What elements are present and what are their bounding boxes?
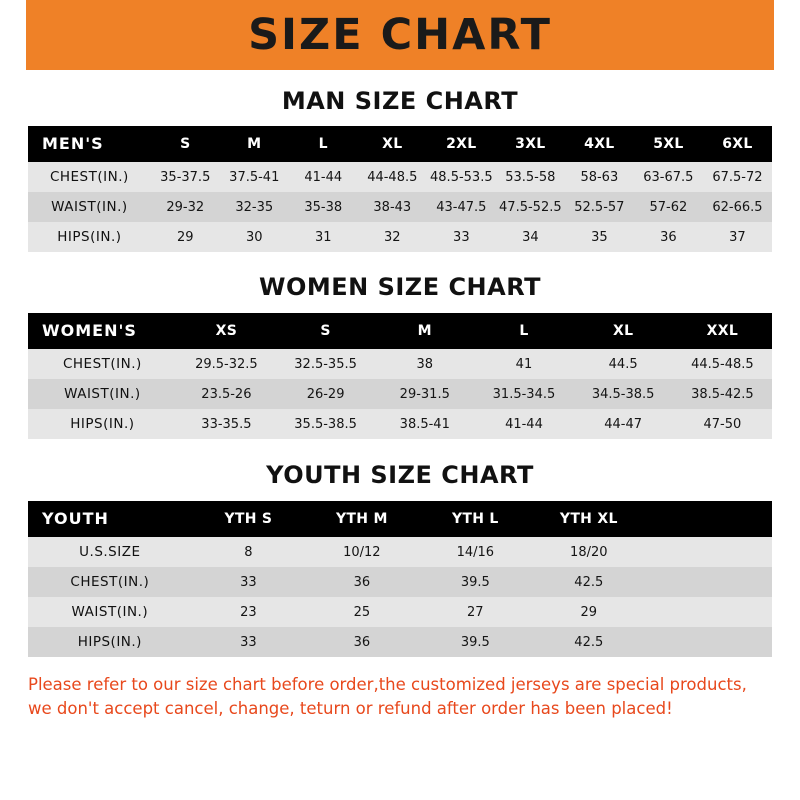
cell: 41 [474,349,573,379]
cell: 47-50 [673,409,772,439]
cell: 18/20 [532,537,646,567]
page-title: SIZE CHART [248,9,552,60]
column-header: XL [382,135,403,152]
cell: 35-37.5 [151,162,220,192]
cell: 36 [305,627,418,657]
chart-content [0,87,800,657]
cell: 14/16 [419,537,532,567]
cell-empty [646,597,772,627]
column-header: 5XL [653,135,684,152]
footer-note-line-1: Please refer to our size chart before order,the customized jerseys are special products, [28,675,747,694]
column-header: XL [612,322,634,339]
table-header-row [28,313,772,349]
table-row [28,597,772,627]
cell: 35-38 [289,192,358,222]
cell: 27 [419,597,532,627]
women-size-table [28,313,772,439]
table-row [28,192,772,222]
row-label: HIPS(IN.) [28,222,151,252]
cell: 42.5 [532,627,646,657]
column-header: S [320,322,331,339]
row-label: CHEST(IN.) [28,349,177,379]
cell: 58-63 [565,162,634,192]
column-header: S [180,135,191,152]
column-header: 3XL [515,135,546,152]
column-header: YTH S [224,510,273,527]
cell: 35 [565,222,634,252]
cell: 38-43 [358,192,427,222]
cell-empty [646,537,772,567]
cell: 39.5 [419,567,532,597]
cell: 42.5 [532,567,646,597]
cell: 44.5-48.5 [673,349,772,379]
column-header: M [247,135,262,152]
cell: 8 [192,537,305,567]
table-row [28,349,772,379]
cell: 34.5-38.5 [574,379,673,409]
column-header: 4XL [584,135,615,152]
cell: 38.5-42.5 [673,379,772,409]
row-label: CHEST(IN.) [28,162,151,192]
cell: 32.5-35.5 [276,349,375,379]
column-header: 6XL [722,135,753,152]
man-size-table [28,126,772,252]
table-row [28,379,772,409]
table-row [28,537,772,567]
column-header: 2XL [446,135,477,152]
row-label: U.S.SIZE [28,537,192,567]
man-section-title: MAN SIZE CHART [281,87,519,115]
column-header: WOMEN'S [42,321,137,340]
youth-size-table [28,501,772,657]
cell: 57-62 [634,192,703,222]
column-header: M [417,322,432,339]
row-label: CHEST(IN.) [28,567,192,597]
table-row [28,627,772,657]
footer-note [0,673,800,721]
cell: 38 [375,349,474,379]
column-header: XXL [706,322,739,339]
cell: 43-47.5 [427,192,496,222]
cell: 23 [192,597,305,627]
row-label: HIPS(IN.) [28,409,177,439]
cell: 41-44 [474,409,573,439]
cell: 41-44 [289,162,358,192]
women-section-title: WOMEN SIZE CHART [258,273,541,301]
cell: 67.5-72 [703,162,772,192]
cell: 44-47 [574,409,673,439]
column-header: YTH M [335,510,388,527]
youth-section-title: YOUTH SIZE CHART [266,461,534,489]
table-header-row [28,126,772,162]
cell: 37.5-41 [220,162,289,192]
cell: 44-48.5 [358,162,427,192]
cell-empty [646,627,772,657]
cell: 26-29 [276,379,375,409]
column-header: YTH L [451,510,499,527]
cell: 33-35.5 [177,409,276,439]
table-row [28,162,772,192]
cell: 30 [220,222,289,252]
cell: 29 [151,222,220,252]
cell: 35.5-38.5 [276,409,375,439]
cell: 29-31.5 [375,379,474,409]
table-row [28,222,772,252]
column-header: L [318,135,328,152]
cell: 37 [703,222,772,252]
cell: 44.5 [574,349,673,379]
column-header: YTH XL [559,510,618,527]
cell: 10/12 [305,537,418,567]
cell: 23.5-26 [177,379,276,409]
cell: 33 [192,627,305,657]
row-label: WAIST(IN.) [28,192,151,222]
footer-note-line-2: we don't accept cancel, change, teturn or refund after order has been placed! [28,698,673,718]
cell: 63-67.5 [634,162,703,192]
cell: 62-66.5 [703,192,772,222]
cell: 29.5-32.5 [177,349,276,379]
cell: 34 [496,222,565,252]
cell: 47.5-52.5 [496,192,565,222]
cell: 36 [634,222,703,252]
cell: 29 [532,597,646,627]
cell: 32 [358,222,427,252]
column-header: XS [215,322,238,339]
cell: 29-32 [151,192,220,222]
row-label: HIPS(IN.) [28,627,192,657]
cell: 53.5-58 [496,162,565,192]
table-row [28,567,772,597]
cell: 32-35 [220,192,289,222]
column-header: L [519,322,529,339]
column-header: MEN'S [42,134,104,153]
column-header: YOUTH [42,509,109,528]
cell: 38.5-41 [375,409,474,439]
column-header-empty [646,501,772,537]
cell: 31 [289,222,358,252]
cell: 33 [427,222,496,252]
row-label: WAIST(IN.) [28,379,177,409]
row-label: WAIST(IN.) [28,597,192,627]
table-row [28,409,772,439]
cell: 36 [305,567,418,597]
cell: 52.5-57 [565,192,634,222]
cell: 25 [305,597,418,627]
cell: 48.5-53.5 [427,162,496,192]
cell: 39.5 [419,627,532,657]
cell: 31.5-34.5 [474,379,573,409]
table-header-row [28,501,772,537]
header-band [0,0,800,70]
cell: 33 [192,567,305,597]
cell-empty [646,567,772,597]
